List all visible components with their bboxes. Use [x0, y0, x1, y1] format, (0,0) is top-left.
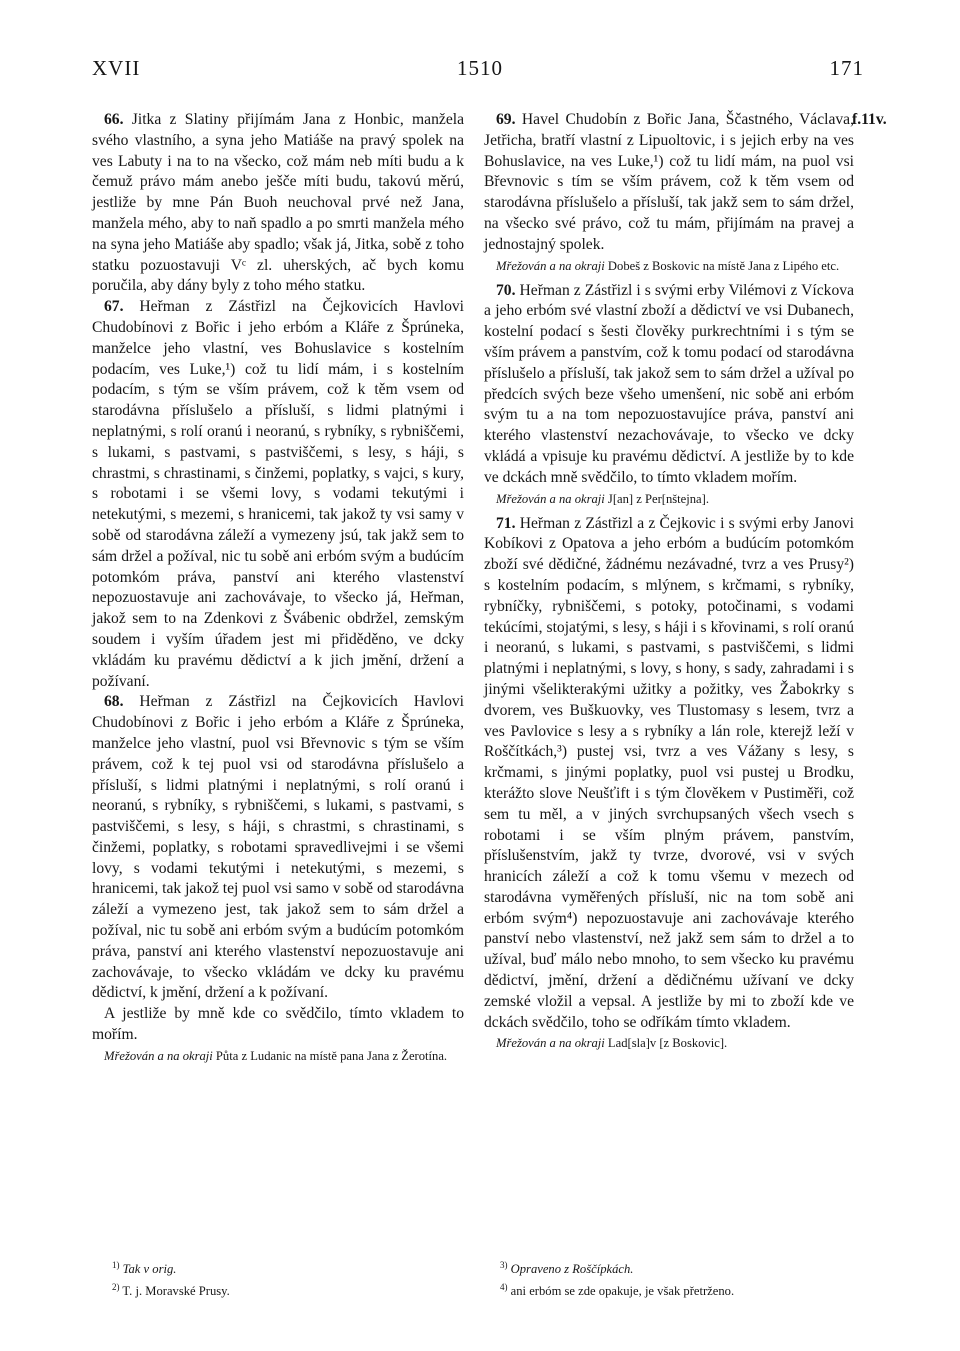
entry-69	[484, 110, 854, 256]
footnote-mark: 2)	[112, 1282, 120, 1293]
entry-69-note	[484, 258, 854, 275]
note-text: J[an] z Per[nštejna].	[604, 491, 709, 506]
footnote-text: Tak v orig.	[122, 1262, 177, 1277]
entry-number: 70.	[496, 281, 516, 299]
entry-68-note	[92, 1048, 464, 1065]
footnote-mark: 1)	[112, 1260, 120, 1270]
footnote-text: Opraveno z Roščípkách.	[510, 1262, 634, 1277]
footnote-text: T. j. Moravské Prusy.	[122, 1284, 230, 1299]
entry-68-closing: A jestliže by mně kde co svědčilo, tímto vkladem to mořím.	[92, 1005, 464, 1044]
entry-text: Heřman z Zástřizl na Čejkovicích Havlovi Chudobínovi z Bořic i jeho erbóm a Kláře z Šprúneka, manželce jeho vlastní, puol vsi Břevnovic s tým se vším právem, což k tej puol vsi od starodávna příslušelo a přísluší, s lidmi platnými i neplatnými, s rolí oranú i neoranú, s rybníky, s rybniščemi, s lukami, s pastvami, s pastviščemi, s lesy, s háji, s chrastmi, s chrastinami, s činžemi, poplatky, s robotami spravedlivejmi i se všemi lovy, s vodami tekutými i netekutými, s mezemi, s hranicemi, tak jakož tej puol vsi samo v sobě od starodávna záleží a vymezeno jest, tak jakož sem to sám držel a požíval, nic tu sobě ani erbóm svým a budúcím potomkóm práva, panství ani kterého vlastenství nepozuostavuje ani zachovávaje, to všecko vkládám ve dcky ku pravému dědictví, k jmění, držení a k požívaní.	[92, 693, 464, 1002]
entry-70-note	[484, 491, 854, 508]
running-head-volume: XVII	[92, 56, 141, 80]
note-text: Lad[sla]v [z Boskovic].	[604, 1036, 728, 1051]
entry-68	[92, 692, 464, 1004]
entry-71-note	[484, 1035, 854, 1052]
note-label: Mřežován a na okraji	[496, 258, 605, 273]
entry-71	[484, 514, 854, 1034]
entry-70	[484, 281, 854, 489]
right-column	[484, 110, 854, 1058]
footnotes-right	[500, 1256, 840, 1300]
entry-text: Heřman z Zástřizl i s svými erby Vilémovi z Víckova a jeho erbóm své vlastní zboží a dědictví ve vsi Dubanech, kostelní podací s šesti člověky purkrechtními i s tým se vším právem a panstvím, což k tomu podací od starodávna příslušelo a přísluší, tak jakož sem to sám držel a užíval po předcích svých beze všeho umenšení, nic sobě ani erbóm svým tu a na tom nepozuostavujíce práva, panství ani kterého vlastenství nezachovávaje, to všecko ve dcky vkládá a vpisuje ku pravému dědictví. A jestliže by to kde ve dckách mně svědčilo, to tímto vkladem mořím.	[484, 281, 854, 486]
entry-66	[92, 110, 464, 297]
entry-number: 71.	[496, 514, 516, 532]
footnote-4	[500, 1278, 840, 1300]
footnote-3	[500, 1256, 840, 1278]
entry-number: 67.	[104, 298, 124, 316]
entry-text: Heřman z Zástřizl a z Čejkovic i s svými erby Janovi Kobíkovi z Opatova a jeho erbóm a budúcím potomkóm zboží své dědičné, žádnému nezávadné, tvrz a ves Prusy²) s kostelním podacím, s mlýnem, s krčmami, s rybníky, rybníčky, rybniščemi, s potoky, potočinami, s vodami tekúcími, stojatými, s lesy, s háji i s křovinami, s rolí oranú i neoranú, s lukami, s pastvami, s pastviščemi, s lidmi platnými i neplatnými, s lovy, s hony, s sady, zahradami i s jinými všelikterakými užitky a požitky, ves Žabokrky s dvorem, ves Buškuovky, ves Tlustomasy s lesem, tvrz a ves Pavlovice s lesy a s rybníky a lán role, kterejž leží v Roščítkách,³) pustej vsi, tvrz a ves Vážany s lesy, s krčmami, s jinými poplatky, puol vsi pustej u Brodku, kterážto slove Neušťift i s tým člověkem v Pustiměři, což sem tu měl, a v jiných svrchupsaných všech vsech s robotami i se vším plným právem, panstvím, příslušenstvím, jakž ty tvrze, dvorové, vsi v svých hranicích záleží a což k tomu všemu v mezech od starodávna vyměřených přísluší, nic na tom sobě ani erbóm svým⁴) nepozuostavuje ani zachovávaje kterého panství nebo vlastenství, než jakž sem sám to držel a to užíval, buď málo nebo mnoho, to sem všecko ku pravému dědictví, jmění, držení a dědičnému užívaní ve dcky zemské vložil a vepsal. A jestliže by mi to zboží kde ve dckách svědčilo, toho se odříkám tímto vkladem.	[484, 514, 854, 1031]
entry-number: 66.	[104, 111, 124, 128]
footnote-mark: 3)	[500, 1260, 508, 1270]
footnote-2	[112, 1278, 452, 1300]
entry-number: 69.	[496, 111, 516, 128]
running-head-year: 1510	[457, 56, 503, 80]
note-label: Mřežován a na okraji	[104, 1048, 213, 1063]
note-label: Mřežován a na okraji	[496, 491, 605, 506]
left-column	[92, 110, 464, 1071]
entry-67	[92, 297, 464, 692]
page-number: 171	[829, 56, 864, 80]
note-text: Půta z Ludanic na místě pana Jana z Žerotína.	[212, 1048, 448, 1063]
folio-marginal-reference: f.11v.	[852, 111, 887, 128]
footnote-mark: 4)	[500, 1282, 508, 1293]
entry-text: Havel Chudobín z Bořic Jana, Ščastného, Václava, Jetřicha, bratří vlastní z Lipuoltovic, i s jejich erby na ves Bohuslavice, na ves Luke,¹) což tu lidí mám, na puol vsi Břevnovic s tím se vším právem, což k těm vsem od starodávna příslušelo a přísluší, tak jakž sem to sám držel, na všecko své právo, což tu mám, přijímám na pravej a jednostajný spolek.	[484, 111, 854, 253]
footnote-text: ani erbóm se zde opakuje, je však přetrženo.	[510, 1284, 735, 1299]
entry-number: 68.	[104, 693, 124, 711]
footnote-1	[112, 1256, 452, 1278]
entry-text: Jitka z Slatiny přijímám Jana z Honbic, manžela svého vlastního, a syna jeho Matiáše na pravý spolek na ves Labuty i na to na všecko, což mám neb míti budu a k čemuž právo mám anebo ješče míti budu, takovú měrú, jestliže by mne Pán Buoh neuchoval prvé než Jana, manžela mého, aby to naň spadlo a po smrti manžela mého na syna jeho Matiáše aby spadlo; však já, Jitka, sobě z toho statku pozuostavuji Vᶜ zl. uherských, ač bych komu poručila, aby dány byly z toho mého statku.	[92, 111, 464, 295]
note-label: Mřežován a na okraji	[496, 1036, 605, 1051]
footnotes-left	[112, 1256, 452, 1300]
entry-text: Heřman z Zástřizl na Čejkovicích Havlovi Chudobínovi z Bořic i jeho erbóm a Kláře z Šprúneka, manželce jeho vlastní, ves Bohuslavice s kostelním podacím, ves Luke,¹) což tu lidí mám, i s kostelním podacím, s tým se vším právem, což k těm vsem od starodávna příslušelo a přísluší, s lidmi platnými i neplatnými, s rolí oranú i neoranú, s rybníky, s rybniščemi, s lukami, s pastvami, s pastviščemi, s lesy, s háji, s chrastmi, s chrastinami, s činžemi, poplatky, s vajci, s kury, s robotami i se všemi lovy, s vodami tekutými i netekutými, s mezemi, s hranicemi, tak jakož ty vsi samy v sobě od starodávna záleží a vymezeny jsú, tak jakž sem to sám držel a požíval, nic tu sobě ani erbóm svým a budúcím potomkóm práva, panství ani kterého vlastenství nepozuostavuje ani zachovávaje, to všecko já, Heřman, jakož sem to na Zdenkovi z Švábenic obdržel, zemským soudem i vyším úřadem jest mi přiděděno, ve dcky vkládám ku pravému dědictví a k jich jmění, držení a požívaní.	[92, 298, 464, 690]
note-text: Dobeš z Boskovic na místě Jana z Lipého etc.	[604, 258, 840, 273]
